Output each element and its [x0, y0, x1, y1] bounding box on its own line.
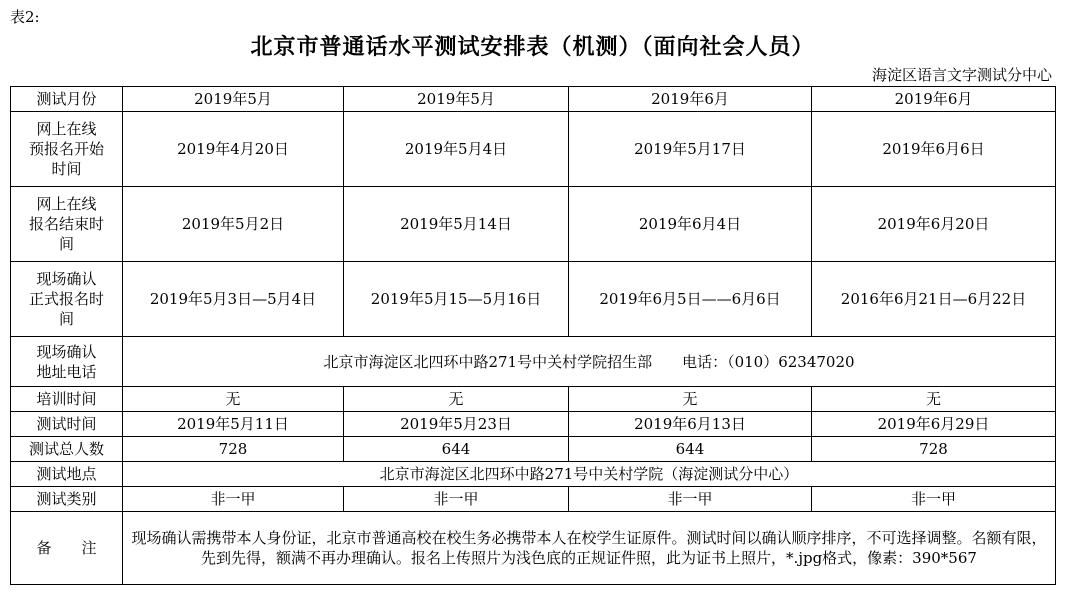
cell: 2019年5月14日 [344, 187, 569, 262]
cell: 2019年5月3日—5月4日 [123, 262, 344, 337]
cell: 非一甲 [569, 487, 812, 512]
row-header: 网上在线 预报名开始 时间 [11, 112, 123, 187]
table-label: 表2: [10, 8, 40, 26]
row-pre-registration-start [11, 112, 1056, 187]
row-header: 现场确认 正式报名时 间 [11, 262, 123, 337]
issuer-label: 海淀区语言文字测试分中心 [871, 66, 1052, 84]
address-phone-cell: 北京市海淀区北四环中路271号中关村学院招生部 电话：（010）62347020 [123, 337, 1056, 387]
cell: 2019年6月5日——6月6日 [569, 262, 812, 337]
cell: 无 [569, 387, 812, 412]
cell: 非一甲 [812, 487, 1056, 512]
cell: 2019年6月13日 [569, 412, 812, 437]
row-test-month [11, 87, 1056, 112]
cell: 728 [812, 437, 1056, 462]
row-test-time [11, 412, 1056, 437]
row-location [11, 462, 1056, 487]
row-header: 测试类别 [11, 487, 123, 512]
cell: 2019年5月11日 [123, 412, 344, 437]
schedule-table [10, 86, 1056, 585]
cell: 非一甲 [123, 487, 344, 512]
row-header: 测试总人数 [11, 437, 123, 462]
cell: 2019年6月 [812, 87, 1056, 112]
row-total-count [11, 437, 1056, 462]
cell: 非一甲 [344, 487, 569, 512]
row-header: 备 注 [11, 512, 123, 585]
cell: 2019年6月29日 [812, 412, 1056, 437]
row-header: 培训时间 [11, 387, 123, 412]
notes-cell: 现场确认需携带本人身份证，北京市普通高校在校生务必携带本人在校学生证原件。测试时间以确认顺序排序，不可选择调整。名额有限，先到先得，额满不再办理确认。报名上传照片为浅色底的正规证件照，此为证书上照片，*.jpg格式，像素：390*567 [123, 512, 1056, 585]
row-header: 测试时间 [11, 412, 123, 437]
cell: 2019年6月4日 [569, 187, 812, 262]
cell: 2019年5月23日 [344, 412, 569, 437]
row-header: 测试月份 [11, 87, 123, 112]
cell: 644 [569, 437, 812, 462]
cell: 2019年6月6日 [812, 112, 1056, 187]
cell: 无 [344, 387, 569, 412]
location-cell: 北京市海淀区北四环中路271号中关村学院（海淀测试分中心） [123, 462, 1056, 487]
row-category [11, 487, 1056, 512]
cell: 2019年5月2日 [123, 187, 344, 262]
row-confirmation-address [11, 337, 1056, 387]
cell: 2019年5月 [123, 87, 344, 112]
cell: 无 [812, 387, 1056, 412]
row-notes [11, 512, 1056, 585]
row-onsite-confirmation [11, 262, 1056, 337]
cell: 无 [123, 387, 344, 412]
row-header: 现场确认 地址电话 [11, 337, 123, 387]
cell: 644 [344, 437, 569, 462]
document-title: 北京市普通话水平测试安排表（机测）（面向社会人员） [250, 34, 815, 60]
row-header: 测试地点 [11, 462, 123, 487]
cell: 2019年6月 [569, 87, 812, 112]
cell: 2019年4月20日 [123, 112, 344, 187]
cell: 2019年5月15—5月16日 [344, 262, 569, 337]
cell: 2016年6月21日—6月22日 [812, 262, 1056, 337]
cell: 2019年5月 [344, 87, 569, 112]
cell: 2019年5月4日 [344, 112, 569, 187]
row-header: 网上在线 报名结束时 间 [11, 187, 123, 262]
cell: 728 [123, 437, 344, 462]
row-training [11, 387, 1056, 412]
cell: 2019年5月17日 [569, 112, 812, 187]
cell: 2019年6月20日 [812, 187, 1056, 262]
row-registration-end [11, 187, 1056, 262]
